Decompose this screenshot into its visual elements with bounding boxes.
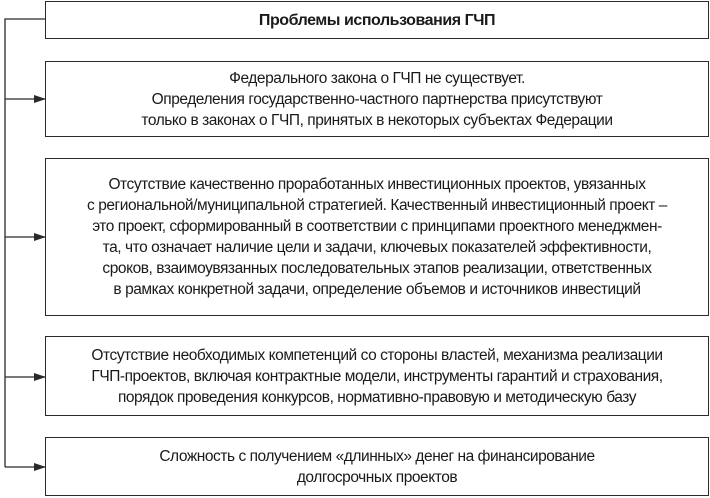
problem-2-line-3: это проект, сформированный в соответствии с принципами проектного менеджмен- — [92, 218, 662, 235]
trunk-line — [5, 19, 45, 467]
problem-2-line-1: Отсутствие качественно проработанных инвестиционных проектов, увязанных — [108, 176, 646, 193]
problem-box-4 — [45, 437, 709, 496]
diagram-title: Проблемы использования ГЧП — [258, 11, 496, 29]
problem-box-1 — [45, 61, 709, 137]
title-box — [45, 1, 709, 39]
problem-2-line-5: сроков, взаимоувязанных последовательных этапов реализации, ответственных — [102, 260, 652, 277]
problem-2-line-6: в рамках конкретной задачи, определение объемов и источников инвестиций — [113, 281, 641, 298]
problem-3-line-2: ГЧП-проектов, включая контрактные модели, инструменты гарантий и страхования, — [91, 367, 663, 385]
problem-box-3 — [45, 336, 709, 416]
problem-4-line-1: Сложность с получением «длинных» денег на финансирование — [159, 447, 595, 465]
problem-2-line-4: та, что означает наличие цели и задачи, ключевых показателей эффективности, — [102, 239, 652, 256]
problem-4-line-2: долгосрочных проектов — [296, 468, 458, 486]
problem-1-line-3: только в законах о ГЧП, принятых в некоторых субъектах Федерации — [141, 111, 613, 129]
problem-box-2 — [45, 158, 709, 316]
problem-3-line-3: порядок проведения конкурсов, нормативно-правовую и методическую базу — [117, 388, 637, 406]
problem-1-line-2: Определения государственно-частного партнерства присутствуют — [151, 90, 603, 108]
problem-2-line-2: с региональной/муниципальной стратегией. Качественный инвестиционный проект – — [87, 197, 667, 214]
problem-3-line-1: Отсутствие необходимых компетенций со стороны властей, механизма реализации — [91, 346, 663, 364]
problem-1-line-1: Федерального закона о ГЧП не существует. — [229, 69, 525, 87]
